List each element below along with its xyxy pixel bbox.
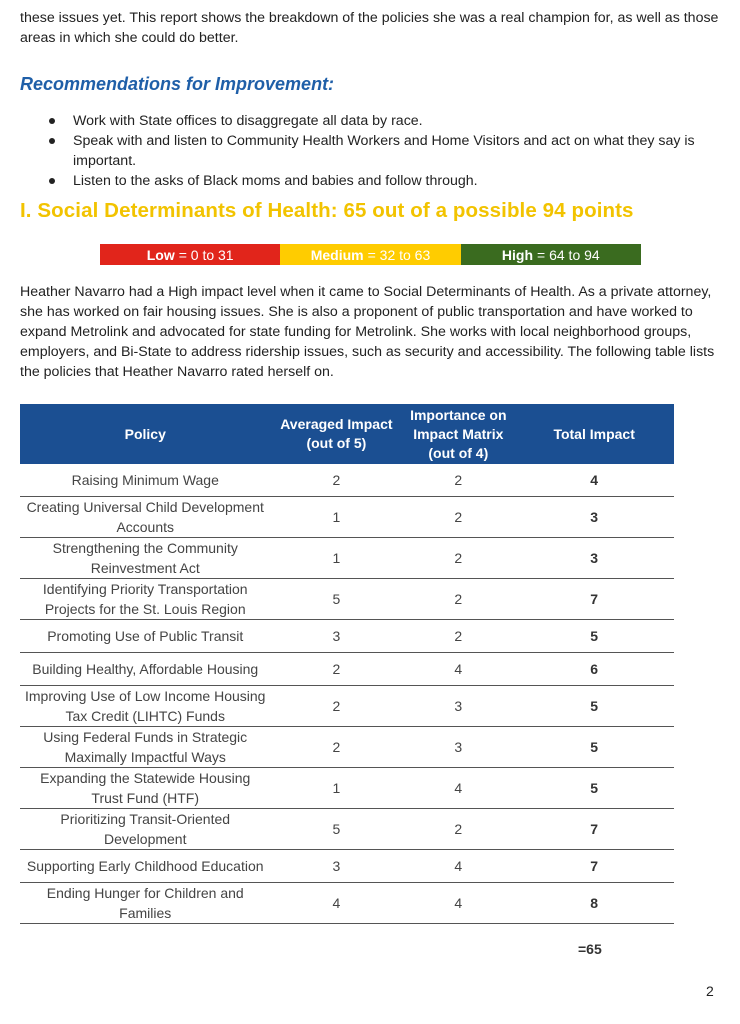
- cell-importance: 2: [402, 538, 514, 579]
- cell-avg: 2: [270, 727, 402, 768]
- scale-medium: [280, 244, 460, 265]
- cell-avg: 2: [270, 653, 402, 686]
- table-row: [20, 686, 674, 727]
- cell-avg: 1: [270, 497, 402, 538]
- section-paragraph: Heather Navarro had a High impact level when it came to Social Determinants of Health. As a private attorney, she has worked on fair housing issues. She is also a proponent of public transportation and have worked to expand Metrolink and advocated for state funding for Metrolink. She works with local neighborhood groups, employers, and Bi-State to address ridership issues, such as security and accessibility. The following table lists the policies that Heather Navarro rated herself on.: [20, 284, 715, 380]
- recommendations-heading: Recommendations for Improvement:: [20, 74, 335, 94]
- table-row: [20, 653, 674, 686]
- cell-total: 3: [514, 497, 674, 538]
- cell-total: 5: [514, 727, 674, 768]
- cell-total: 3: [514, 538, 674, 579]
- scale-low: [100, 244, 280, 265]
- cell-avg: 4: [270, 883, 402, 924]
- cell-importance: 3: [402, 727, 514, 768]
- cell-importance: 4: [402, 653, 514, 686]
- intro-paragraph: these issues yet. This report shows the breakdown of the policies she was a real champion for, as well as those areas in which she could do better.: [20, 10, 719, 46]
- cell-avg: 3: [270, 620, 402, 653]
- scale-medium-range: = 32 to 63: [367, 246, 431, 263]
- scale-low-label: Low: [146, 246, 175, 263]
- cell-total: 4: [514, 464, 674, 497]
- scale-high-range: = 64 to 94: [537, 246, 600, 263]
- cell-policy: Raising Minimum Wage: [20, 464, 270, 497]
- cell-policy: Using Federal Funds in Strategic Maximally Impactful Ways: [20, 727, 270, 768]
- table-row: [20, 883, 674, 924]
- cell-importance: 2: [402, 620, 514, 653]
- cell-total: 5: [514, 768, 674, 809]
- cell-policy: Creating Universal Child Development Accounts: [20, 497, 270, 538]
- scale-low-range: = 0 to 31: [178, 246, 234, 263]
- table-row: [20, 727, 674, 768]
- cell-total: 7: [514, 850, 674, 883]
- table-row: [20, 809, 674, 850]
- cell-importance: 2: [402, 464, 514, 497]
- recommendation-item: Listen to the asks of Black moms and babies and follow through.: [73, 171, 720, 191]
- cell-importance: 2: [402, 579, 514, 620]
- cell-policy: Strengthening the Community Reinvestment Act: [20, 538, 270, 579]
- cell-avg: 1: [270, 538, 402, 579]
- cell-total: 5: [514, 620, 674, 653]
- recommendation-item: Speak with and listen to Community Health Workers and Home Visitors and act on what they say is important.: [73, 131, 720, 171]
- cell-total: 6: [514, 653, 674, 686]
- section-heading: I. Social Determinants of Health: 65 out of a possible 94 points: [20, 199, 634, 222]
- table-row: [20, 464, 674, 497]
- table-row: [20, 850, 674, 883]
- cell-importance: 2: [402, 497, 514, 538]
- cell-avg: 3: [270, 850, 402, 883]
- header-policy: Policy: [20, 404, 270, 464]
- table-row: [20, 768, 674, 809]
- cell-importance: 2: [402, 809, 514, 850]
- cell-policy: Building Healthy, Affordable Housing: [20, 653, 270, 686]
- header-total-impact: Total Impact: [514, 404, 674, 464]
- cell-total: 5: [514, 686, 674, 727]
- document-page: [20, 0, 720, 924]
- cell-policy: Supporting Early Childhood Education: [20, 850, 270, 883]
- table-header-row: [20, 404, 674, 464]
- cell-avg: 5: [270, 579, 402, 620]
- recommendations-list: [20, 111, 720, 191]
- cell-total: 7: [514, 579, 674, 620]
- cell-avg: 2: [270, 686, 402, 727]
- cell-total: 8: [514, 883, 674, 924]
- header-importance: Importance on Impact Matrix (out of 4): [402, 404, 514, 464]
- cell-policy: Expanding the Statewide Housing Trust Fund (HTF): [20, 768, 270, 809]
- table-row: [20, 620, 674, 653]
- grand-total: =65: [578, 941, 602, 957]
- scale-high-label: High: [501, 246, 534, 263]
- cell-policy: Promoting Use of Public Transit: [20, 620, 270, 653]
- cell-policy: Ending Hunger for Children and Families: [20, 883, 270, 924]
- scale-medium-label: Medium: [310, 246, 364, 263]
- cell-importance: 4: [402, 850, 514, 883]
- cell-avg: 5: [270, 809, 402, 850]
- cell-importance: 4: [402, 768, 514, 809]
- scale-high: [461, 244, 641, 265]
- table-row: [20, 497, 674, 538]
- impact-scale-legend: [100, 244, 641, 265]
- cell-avg: 1: [270, 768, 402, 809]
- cell-importance: 4: [402, 883, 514, 924]
- policy-table: [20, 404, 674, 924]
- table-row: [20, 579, 674, 620]
- cell-policy: Identifying Priority Transportation Projects for the St. Louis Region: [20, 579, 270, 620]
- cell-policy: Prioritizing Transit-Oriented Development: [20, 809, 270, 850]
- table-row: [20, 538, 674, 579]
- cell-total: 7: [514, 809, 674, 850]
- cell-importance: 3: [402, 686, 514, 727]
- recommendation-item: Work with State offices to disaggregate all data by race.: [73, 111, 720, 131]
- cell-avg: 2: [270, 464, 402, 497]
- page-number: 2: [706, 983, 714, 999]
- cell-policy: Improving Use of Low Income Housing Tax Credit (LIHTC) Funds: [20, 686, 270, 727]
- header-averaged-impact: Averaged Impact (out of 5): [270, 404, 402, 464]
